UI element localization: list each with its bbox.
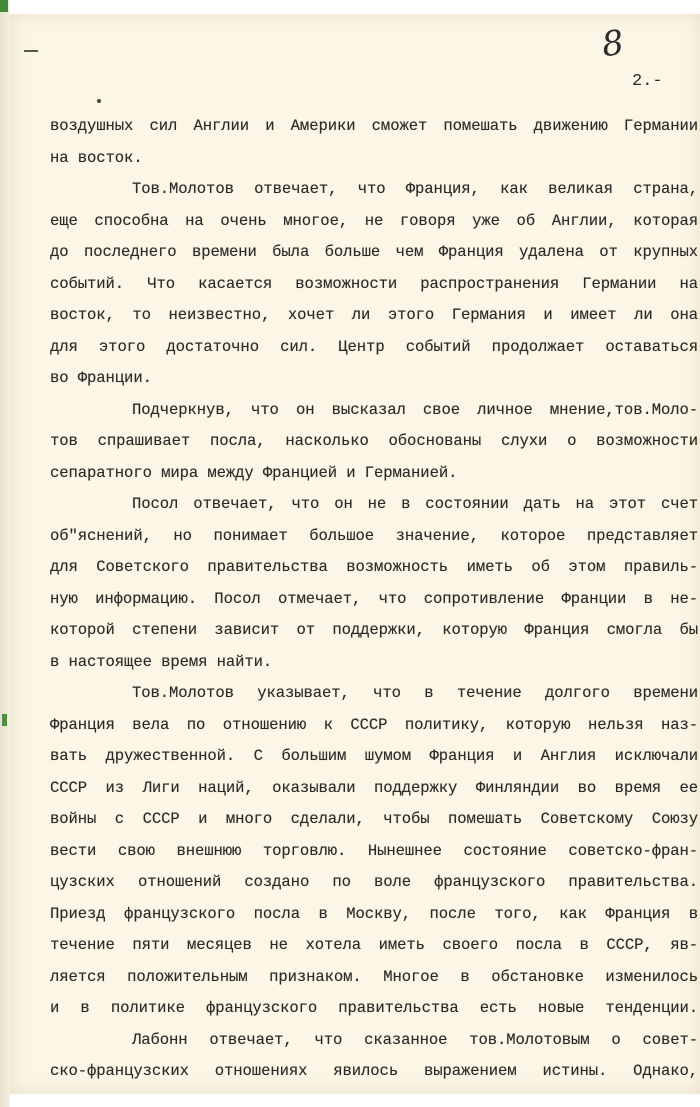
text-line: восток, то неизвестно, хочет ли этого Германия и имеет ли она xyxy=(50,306,698,324)
text-line: Лабонн отвечает, что сказанное тов.Молотовым о совет- xyxy=(132,1030,698,1049)
text-line: тов спрашивает посла, насколько обоснованы слухи о возможности xyxy=(50,432,698,450)
text-line: во Франции. xyxy=(50,369,152,387)
text-line: на восток. xyxy=(50,148,143,167)
text-line: Тов.Молотов отвечает, что Франция, как великая страна, xyxy=(132,180,698,198)
text-line: вести свою внешнюю торговлю. Нынешнее состояние советско-фран- xyxy=(50,841,698,860)
text-line: течение пяти месяцев не хотела иметь своего посла в СССР, яв- xyxy=(50,936,698,954)
page-number: 2.- xyxy=(632,72,663,91)
binder-mark xyxy=(24,50,38,57)
text-line: Подчеркнув, что он высказал свое личное мнение,тов.Моло- xyxy=(132,400,698,419)
binding-edge xyxy=(0,0,10,1107)
text-line: воздушных сил Англии и Америки сможет помешать движению Германии xyxy=(50,117,698,135)
text-line: войны с СССР и много сделали, чтобы помешать Советскому Союзу xyxy=(50,810,698,828)
archive-tab-marker xyxy=(0,0,8,12)
text-line: ляется положительным признаком. Многое в обстановке изменилось xyxy=(50,967,698,986)
text-line: которой степени зависит от поддержки, которую Франция смогла бы xyxy=(50,621,698,639)
text-line: СССР из Лиги наций, оказывали поддержку Финляндии во время ее xyxy=(50,778,698,797)
text-line: вать дружественной. С большим шумом Франция и Англия исключали xyxy=(50,747,698,765)
text-line: Посол отвечает, что он не в состоянии дать на этот счет xyxy=(132,495,698,513)
text-line: для этого достаточно сил. Центр событий продолжает оставаться xyxy=(50,337,698,356)
text-line: для Советского правительства возможность иметь об этом правиль- xyxy=(50,558,698,576)
text-line: об"яснений, но понимает большое значение, которое представляет xyxy=(50,526,698,545)
text-line: Франция вела по отношению к СССР политику, которую нельзя наз- xyxy=(50,715,698,734)
document-body xyxy=(50,111,698,1088)
text-line: ско-французских отношениях явилось выражением истины. Однако, xyxy=(50,1062,698,1080)
typewritten-page xyxy=(10,14,700,1094)
handwritten-folio-number: 8 xyxy=(599,22,627,66)
text-line: и в политике французского правительства есть новые тенденции. xyxy=(50,999,698,1017)
text-line: Приезд французского посла в Москву, после того, как Франция в xyxy=(50,904,698,923)
text-line: сепаратного мира между Францией и Германией. xyxy=(50,463,458,482)
text-line: ную информацию. Посол отмечает, что сопротивление Франции в не- xyxy=(50,589,698,608)
archive-tab-marker-middle xyxy=(2,714,7,726)
text-line: в настоящее время найти. xyxy=(50,652,273,671)
text-line: Тов.Молотов указывает, что в течение долгого времени xyxy=(132,684,698,702)
text-line: еще способна на очень многое, не говоря уже об Англии, которая xyxy=(50,211,698,230)
text-line: событий. Что касается возможности распространения Германии на xyxy=(50,274,698,293)
text-line: до последнего времени была больше чем Франция удалена от крупных xyxy=(50,243,698,261)
text-line: цузских отношений создано по воле французского правительства. xyxy=(50,873,698,891)
ink-dot xyxy=(97,99,101,103)
